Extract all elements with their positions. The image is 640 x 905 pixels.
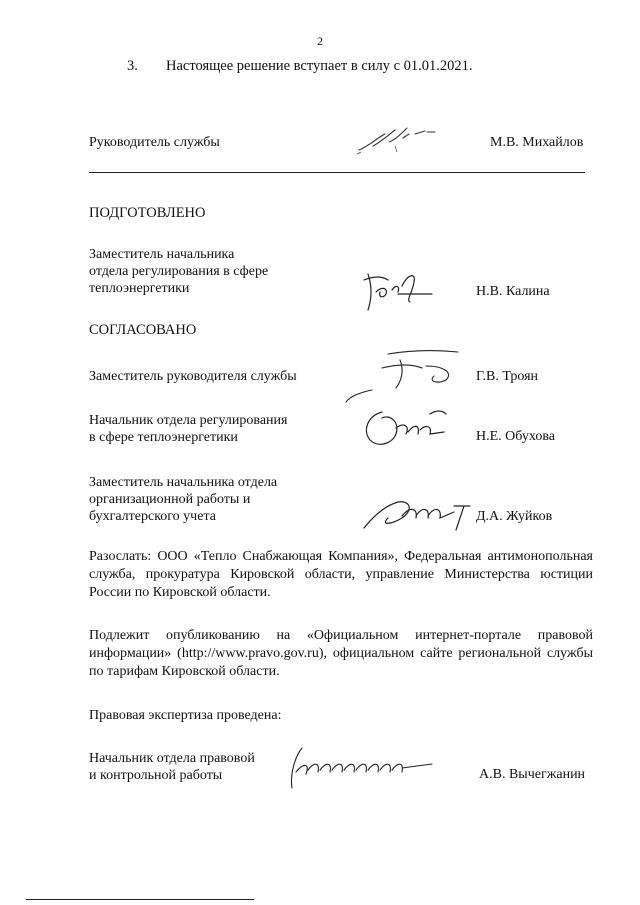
agreed-signer-1-signature <box>342 346 462 406</box>
position-line: Заместитель начальника <box>89 247 235 262</box>
agreed-signer-3-signature <box>358 492 478 536</box>
legal-review-position <box>89 750 255 784</box>
agreed-signer-3-name: Д.А. Жуйков <box>476 509 553 524</box>
clause-text: Настоящее решение вступает в силу с 01.01.2021. <box>166 58 473 74</box>
head-name: М.В. Михайлов <box>490 135 584 150</box>
position-line: бухгалтерского учета <box>89 509 216 524</box>
position-line: в сфере теплоэнергетики <box>89 430 238 445</box>
agreed-signer-1-name: Г.В. Троян <box>476 369 539 384</box>
agreed-signer-2-signature <box>360 404 450 450</box>
prepared-signature <box>358 266 438 314</box>
agreed-signer-2-position <box>89 412 287 446</box>
position-line: Начальник отдела регулирования <box>89 413 288 428</box>
legal-review-statement: Правовая экспертиза проведена: <box>89 708 282 723</box>
clause-number: 3. <box>127 58 138 74</box>
page-number: 2 <box>317 34 323 48</box>
head-position: Руководитель службы <box>89 135 220 150</box>
prepared-name: Н.В. Калина <box>476 284 550 299</box>
position-line: организационной работы и <box>89 492 251 507</box>
publication-paragraph: Подлежит опубликованию на «Официальном интернет-портале правовой информации» (http://www.pravo.gov.ru), официальном сайте региональной службы по тарифам Кировской области. <box>89 628 593 679</box>
legal-review-signature <box>282 742 442 792</box>
legal-review-name: А.В. Вычегжанин <box>479 767 586 782</box>
agreed-signer-3-position <box>89 474 277 525</box>
prepared-position <box>89 246 268 297</box>
agreed-signer-1-position: Заместитель руководителя службы <box>89 369 297 384</box>
position-line: Начальник отдела правовой <box>89 751 255 766</box>
footnote-line <box>26 899 254 900</box>
position-line: отдела регулирования в сфере <box>89 264 269 279</box>
position-line: и контрольной работы <box>89 768 223 783</box>
separator-line <box>89 172 585 173</box>
distribution-paragraph: Разослать: ООО «Тепло Снабжающая Компания», Федеральная антимонопольная служба, прокуратура Кировской области, управление Министерства юстиции России по Кировской области. <box>89 549 593 600</box>
head-signature <box>355 124 445 158</box>
position-line: Заместитель начальника отдела <box>89 475 278 490</box>
agreed-heading: СОГЛАСОВАНО <box>89 322 197 338</box>
position-line: теплоэнергетики <box>89 281 190 296</box>
agreed-signer-2-name: Н.Е. Обухова <box>476 429 555 444</box>
prepared-heading: ПОДГОТОВЛЕНО <box>89 205 206 221</box>
